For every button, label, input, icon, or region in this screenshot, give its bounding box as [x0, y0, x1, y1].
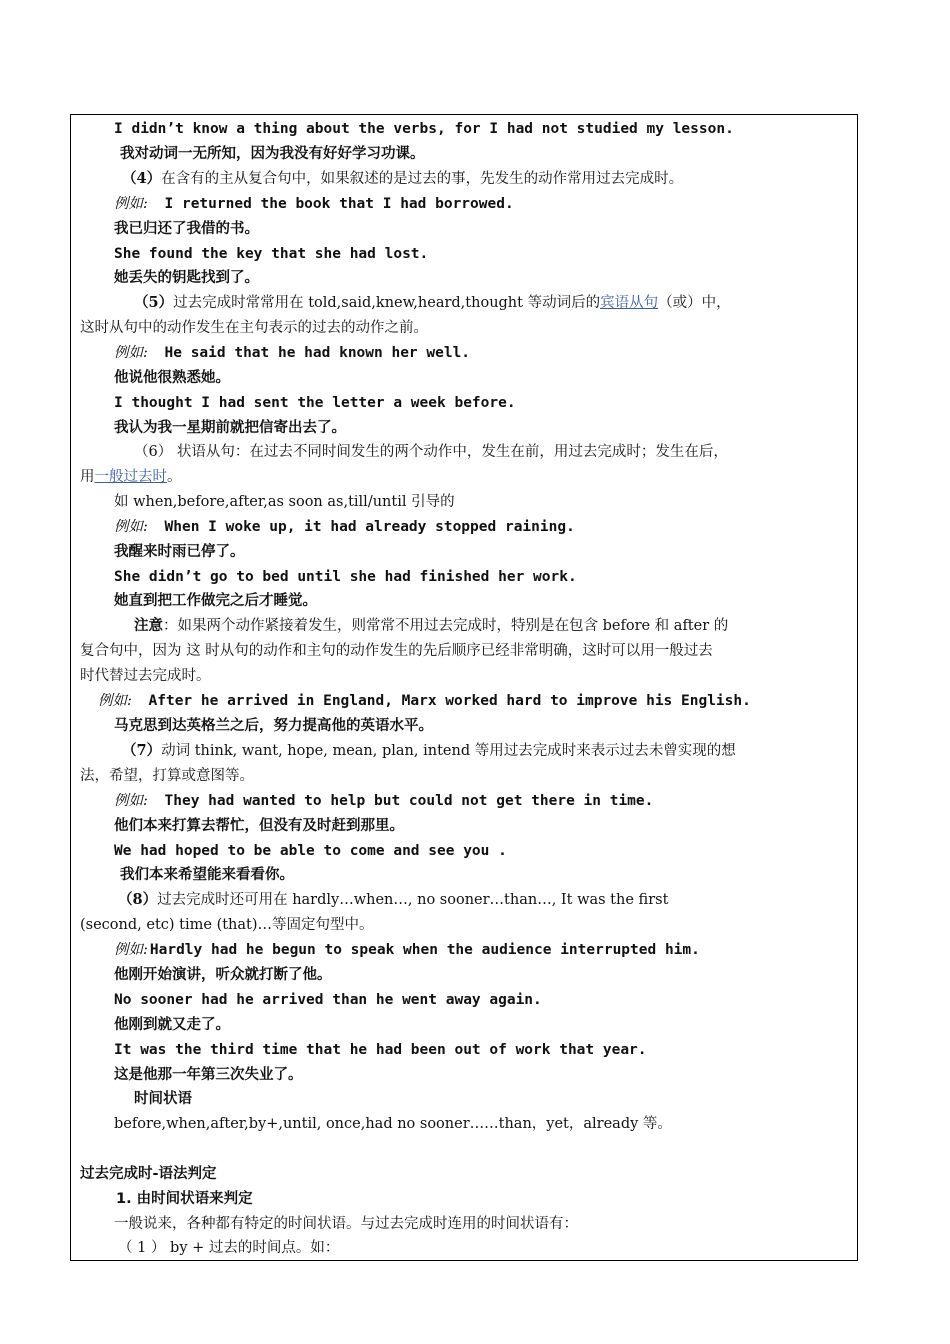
example-sentence-en: When I woke up, it had already stopped raining.	[164, 519, 575, 535]
rule-number: （4）	[122, 170, 162, 187]
example-line	[114, 940, 700, 960]
example-sentence-en: She didn’t go to bed until she had finished her work.	[114, 569, 577, 585]
example-line	[114, 194, 514, 214]
rule-text-cont: 法，希望，打算或意图等。	[80, 768, 254, 784]
example-translation: 这是他那一年第三次失业了。	[114, 1067, 303, 1083]
note-paragraph	[134, 616, 728, 636]
example-sentence-en: We had hoped to be able to come and see you .	[114, 843, 507, 859]
example-sentence-en: I thought I had sent the letter a week before.	[114, 395, 516, 411]
note-label: 注意	[134, 617, 163, 634]
example-sentence-en: She found the key that she had lost.	[114, 246, 429, 262]
rule-text: 在含有的主从复合句中，如果叙述的是过去的事，先发生的动作常用过去完成时。	[161, 171, 684, 187]
rule-text-cont	[80, 467, 182, 487]
example-sentence-en: I didn’t know a thing about the verbs, for I had not studied my lesson.	[114, 121, 734, 137]
example-translation: 我对动词一无所知，因为我没有好好学习功课。	[120, 146, 425, 162]
example-translation: 他刚开始演讲，听众就打断了他。	[114, 967, 332, 983]
example-translation: 我认为我一星期前就把信寄出去了。	[114, 420, 346, 436]
example-sentence-en: I returned the book that I had borrowed.	[164, 196, 514, 212]
note-text-cont: 时代替过去完成时。	[80, 668, 211, 684]
rule-text: 动词 think, want, hope, mean, plan, intend 等用过去完成时来表示过去未曾实现的想	[161, 743, 736, 759]
example-prefix: 例如:	[114, 519, 148, 535]
example-translation: 他说他很熟悉她。	[114, 370, 230, 386]
rule-8	[118, 890, 668, 910]
paragraph: 一般说来，各种都有特定的时间状语。与过去完成时连用的时间状语有：	[114, 1216, 578, 1232]
rule-text: 用	[80, 469, 95, 485]
example-line	[114, 517, 575, 537]
list-item: （ 1 ） by + 过去的时间点。如：	[118, 1240, 340, 1256]
rule-7	[122, 741, 736, 761]
rule-number: （5）	[134, 294, 174, 311]
rule-5	[134, 293, 731, 313]
time-adverbial-heading: 时间状语	[134, 1091, 192, 1107]
subsection-heading: 1. 由时间状语来判定	[116, 1191, 253, 1207]
rule-text: 过去完成时还可用在 hardly…when…, no sooner…than…, It was the first	[157, 892, 669, 908]
section-heading: 过去完成时-语法判定	[80, 1166, 217, 1182]
rule-6: （6） 状语从句：在过去不同时间发生的两个动作中，发生在前，用过去完成时；发生在后，	[134, 444, 728, 460]
rule-text: 过去完成时常常用在 told,said,knew,heard,thought 等动词后的	[173, 295, 601, 311]
example-translation: 她直到把工作做完之后才睡觉。	[114, 593, 317, 609]
example-sentence-en: It was the third time that he had been out of work that year.	[114, 1042, 647, 1058]
example-prefix: 例如:	[114, 793, 148, 809]
rule-4	[122, 169, 683, 189]
example-line	[114, 343, 470, 363]
rule-number: （7）	[122, 742, 162, 759]
note-text: ：如果两个动作紧接着发生，则常常不用过去完成时，特别是在包含 before 和 after 的	[163, 618, 729, 634]
example-translation: 他刚到就又走了。	[114, 1017, 230, 1033]
example-sentence-en: Hardly had he begun to speak when the audience interrupted him.	[149, 942, 700, 958]
rule-note: 如 when,before,after,as soon as,till/until 引导的	[114, 494, 455, 510]
rule-text-end: 。	[167, 469, 182, 485]
example-translation: 他们本来打算去帮忙，但没有及时赶到那里。	[114, 818, 404, 834]
example-prefix: 例如:	[98, 693, 132, 709]
example-prefix: 例如:	[114, 942, 148, 958]
note-text-cont: 复合句中，因为 这 时从句的动作和主句的动作发生的先后顺序已经非常明确，这时可以用一般过去	[80, 643, 713, 659]
example-translation: 我醒来时雨已停了。	[114, 544, 245, 560]
example-translation: 马克思到达英格兰之后，努力提高他的英语水平。	[114, 718, 433, 734]
example-sentence-en: After he arrived in England, Marx worked hard to improve his English.	[148, 693, 751, 709]
time-adverbial-list: before,when,after,by+,until, once,had no sooner……than，yet，already 等。	[114, 1116, 672, 1132]
example-sentence-en: No sooner had he arrived than he went away again.	[114, 992, 542, 1008]
rule-text-cont: 这时从句中的动作发生在主句表示的过去的动作之前。	[80, 320, 428, 336]
example-sentence-en: They had wanted to help but could not get there in time.	[164, 793, 654, 809]
example-line	[114, 791, 653, 811]
example-line	[98, 691, 751, 711]
object-clause-link[interactable]: 宾语从句	[600, 295, 659, 311]
example-translation: 她丢失的钥匙找到了。	[114, 270, 259, 286]
example-sentence-en: He said that he had known her well.	[164, 345, 471, 361]
example-prefix: 例如:	[114, 196, 148, 212]
example-prefix: 例如:	[114, 345, 148, 361]
simple-past-link[interactable]: 一般过去时	[94, 469, 167, 485]
rule-text-end: （或）中，	[658, 295, 731, 311]
example-translation: 我已归还了我借的书。	[114, 221, 259, 237]
rule-text-cont: (second, etc) time (that)…等固定句型中。	[80, 917, 374, 933]
example-translation: 我们本来希望能来看看你。	[120, 867, 294, 883]
rule-number: （8）	[118, 891, 158, 908]
